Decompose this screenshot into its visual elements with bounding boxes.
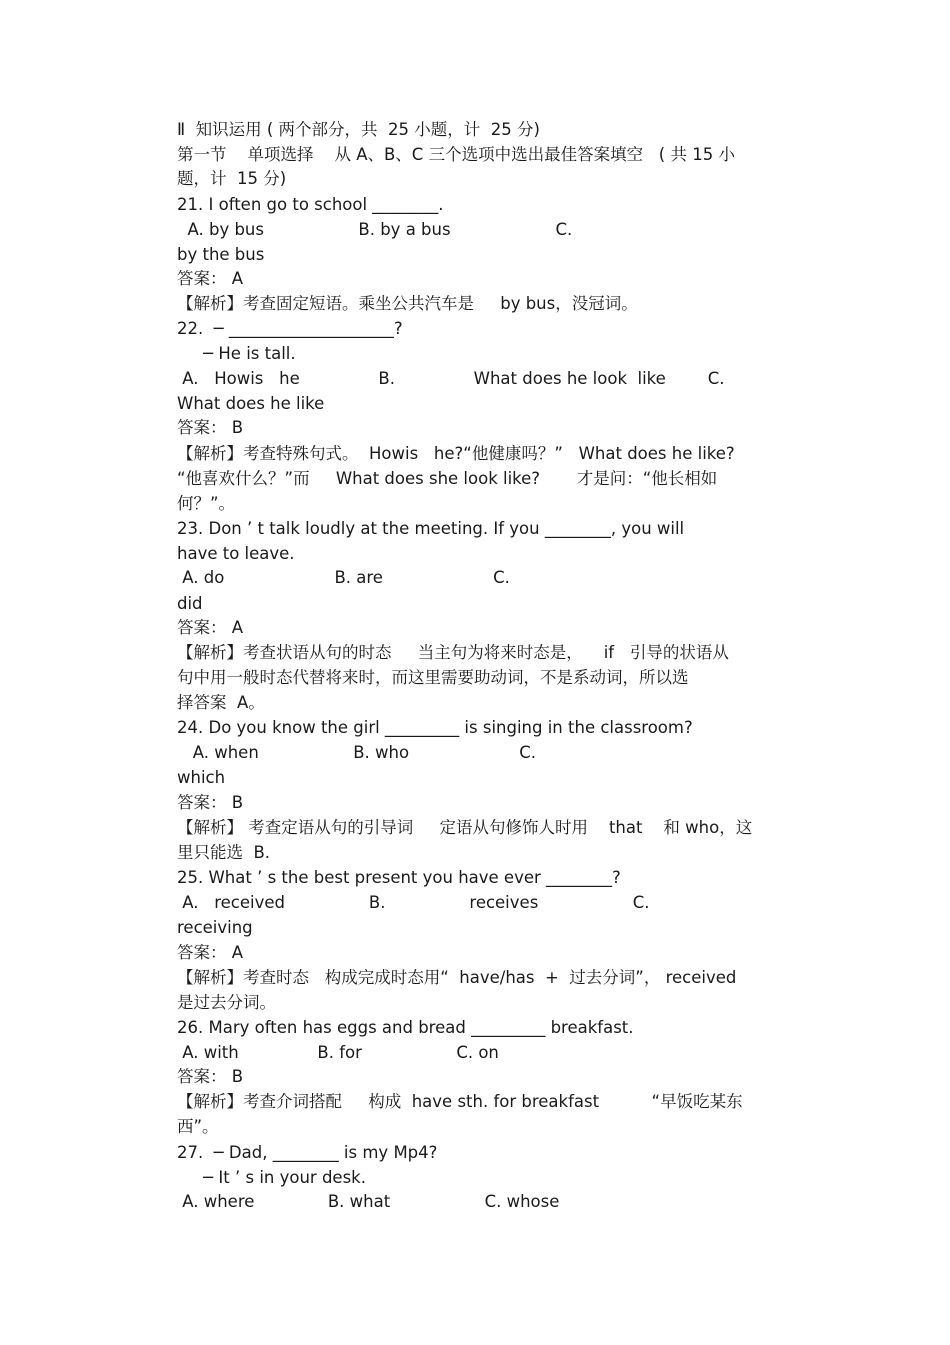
q24-answer: 答案： B (177, 793, 244, 812)
q22-answer: 答案： B (177, 418, 244, 437)
q21-stem: 21. I often go to school ________. (177, 195, 444, 214)
q21-options: A. by bus B. by a bus C. (177, 220, 573, 239)
q25-options: A. received B. receives C. (177, 893, 650, 912)
q24-stem: 24. Do you know the girl _________ is singing in the classroom? (177, 718, 693, 737)
q26-options: A. with B. for C. on (177, 1043, 499, 1062)
q23-explanation-2: 句中用一般时态代替将来时，而这里需要助动词，不是系动词，所以选 (177, 668, 689, 687)
q26-answer: 答案： B (177, 1067, 244, 1086)
q22-explanation-1: 【解析】考查特殊句式。 Howis he?“他健康吗？” What does he like? (177, 444, 735, 463)
q27-options: A. where B. what C. whose (177, 1192, 560, 1211)
q23-stem-1: 23. Don ’ t talk loudly at the meeting. If you ________, you will (177, 519, 685, 538)
q25-option-c: receiving (177, 918, 253, 937)
q22-explanation-2: “他喜欢什么？”而 What does she look like? 才是问：“他长相如 (177, 469, 718, 488)
q23-explanation-1: 【解析】考查状语从句的时态 当主句为将来时态是， if 引导的状语从 (177, 643, 729, 662)
q25-explanation-1: 【解析】考查时态 构成完成时态用“ have/has + 过去分词”， received (177, 968, 737, 987)
q27-stem: 27. ─ Dad, ________ is my Mp4? (177, 1143, 438, 1162)
q27-response: ─ It ’ s in your desk. (177, 1168, 366, 1187)
q23-explanation-3: 择答案 A。 (177, 693, 265, 712)
q24-option-c: which (177, 768, 226, 787)
q22-option-c: What does he like (177, 394, 325, 413)
q25-explanation-2: 是过去分词。 (177, 993, 276, 1012)
q23-answer: 答案： A (177, 618, 244, 637)
q21-option-c: by the bus (177, 245, 265, 264)
q23-option-c: did (177, 594, 203, 613)
part-heading-2: 题，计 15 分) (177, 169, 287, 188)
part-heading-1: 第一节 单项选择 从 A、B、C 三个选项中选出最佳答案填空 ( 共 15 小 (177, 145, 735, 164)
section-heading: Ⅱ 知识运用 ( 两个部分，共 25 小题，计 25 分) (177, 120, 540, 139)
q22-response: ─ He is tall. (177, 344, 296, 363)
q23-options: A. do B. are C. (177, 568, 510, 587)
q22-explanation-3: 何？”。 (177, 494, 236, 513)
q26-stem: 26. Mary often has eggs and bread _________ breakfast. (177, 1018, 634, 1037)
q21-explanation: 【解析】考查固定短语。乘坐公共汽车是 by bus，没冠词。 (177, 294, 638, 313)
q25-answer: 答案： A (177, 943, 244, 962)
q25-stem: 25. What ’ s the best present you have ever ________? (177, 868, 621, 887)
q21-answer: 答案： A (177, 269, 244, 288)
q22-options: A. Howis he B. What does he look like C. (177, 369, 725, 388)
q24-options: A. when B. who C. (177, 743, 536, 762)
q23-stem-2: have to leave. (177, 544, 295, 563)
q22-stem: 22. ─ ____________________? (177, 319, 403, 338)
q24-explanation-2: 里只能选 B. (177, 843, 271, 862)
q26-explanation-2: 西”。 (177, 1117, 219, 1136)
q26-explanation-1: 【解析】考查介词搭配 构成 have sth. for breakfast “早饭吃某东 (177, 1092, 743, 1111)
q24-explanation-1: 【解析】 考查定语从句的引导词 定语从句修饰人时用 that 和 who，这 (177, 818, 753, 837)
